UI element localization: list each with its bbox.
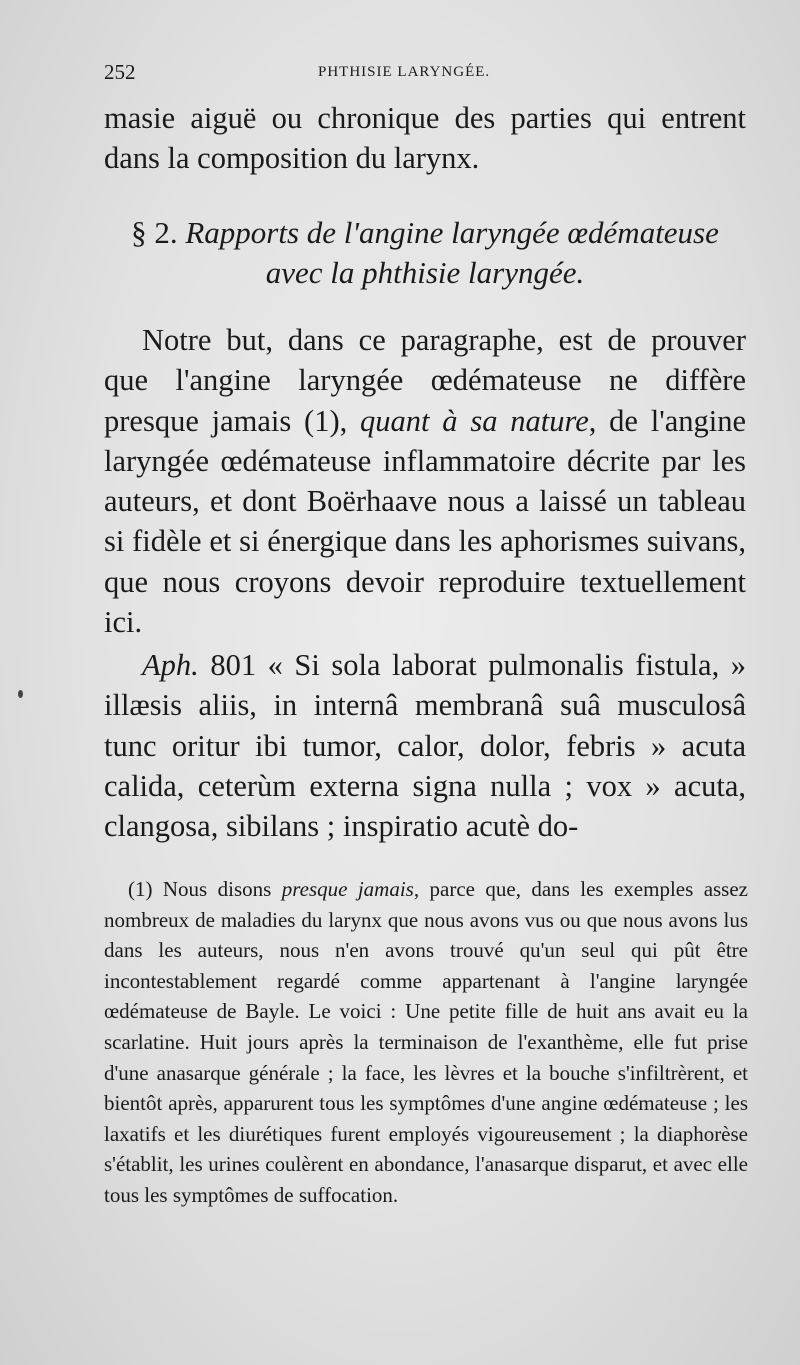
section-number: § 2. (131, 215, 178, 250)
aphorism-label: Aph. (142, 648, 199, 682)
footnote-text: , parce que, dans les exemples assez nombreux de maladies du larynx que nous avons vus ou que nous avons lus dans les auteurs, nous n'en avons trouvé qu'un seul qui pût être incontestablement regardé comme appartenant à l'angine laryngée œdémateuse de Bayle. Le voici : Une petite fille de huit ans avait eu la scarlatine. Huit jours après la terminaison de l'exanthème, elle fut prise d'une anasarque générale ; la face, les lèvres et la bouche s'infiltrèrent, et bientôt après, apparurent tous les symptômes d'une angine œdémateuse ; les laxatifs et les diurétiques furent employés vigoureusement ; la diaphorèse s'établit, les urines coulèrent en abondance, l'anasarque disparut, et avec elle tous les symptômes de suffocation. (104, 877, 748, 1207)
section-heading (104, 213, 746, 293)
footnote-italic: presque jamais (281, 877, 414, 901)
paragraph-intro-italic: quant à sa nature (360, 403, 589, 438)
page-number: 252 (104, 60, 136, 84)
paragraph-intro-part1: Notre but, dans ce paragraphe, est de prouver que l'angine laryngée œdémateuse ne diffère presque jamais (1), (104, 323, 746, 438)
paragraph-intro (104, 320, 746, 642)
paragraph-intro-part2: , de l'angine laryngée œdémateuse inflammatoire décrite par les auteurs, et dont Boërhaave nous a laissé un tableau si fidèle et si énergique dans les aphorismes suivans, que nous croyons devoir reproduire textuellement ici. (104, 403, 747, 640)
running-head: PHTHISIE LARYNGÉE. (318, 64, 491, 80)
aphorism-paragraph (104, 645, 746, 846)
aphorism-text: 801 « Si sola laborat pulmonalis fistula, » illæsis aliis, in internâ membranâ suâ musculosâ tunc oritur ibi tumor, calor, dolor, febris » acuta calida, ceterùm externa signa nulla ; vox » acuta, clangosa, sibilans ; inspiratio acutè do- (104, 648, 746, 844)
ink-speck (18, 690, 23, 698)
footnote-marker: (1) Nous disons (128, 877, 272, 901)
page-header (104, 60, 744, 90)
section-title: Rapports de l'angine laryngée œdémateuse avec la phthisie laryngée. (185, 215, 719, 290)
footnote (104, 874, 748, 1211)
paragraph-continuation: masie aiguë ou chronique des parties qui entrent dans la composition du larynx. (104, 101, 746, 176)
